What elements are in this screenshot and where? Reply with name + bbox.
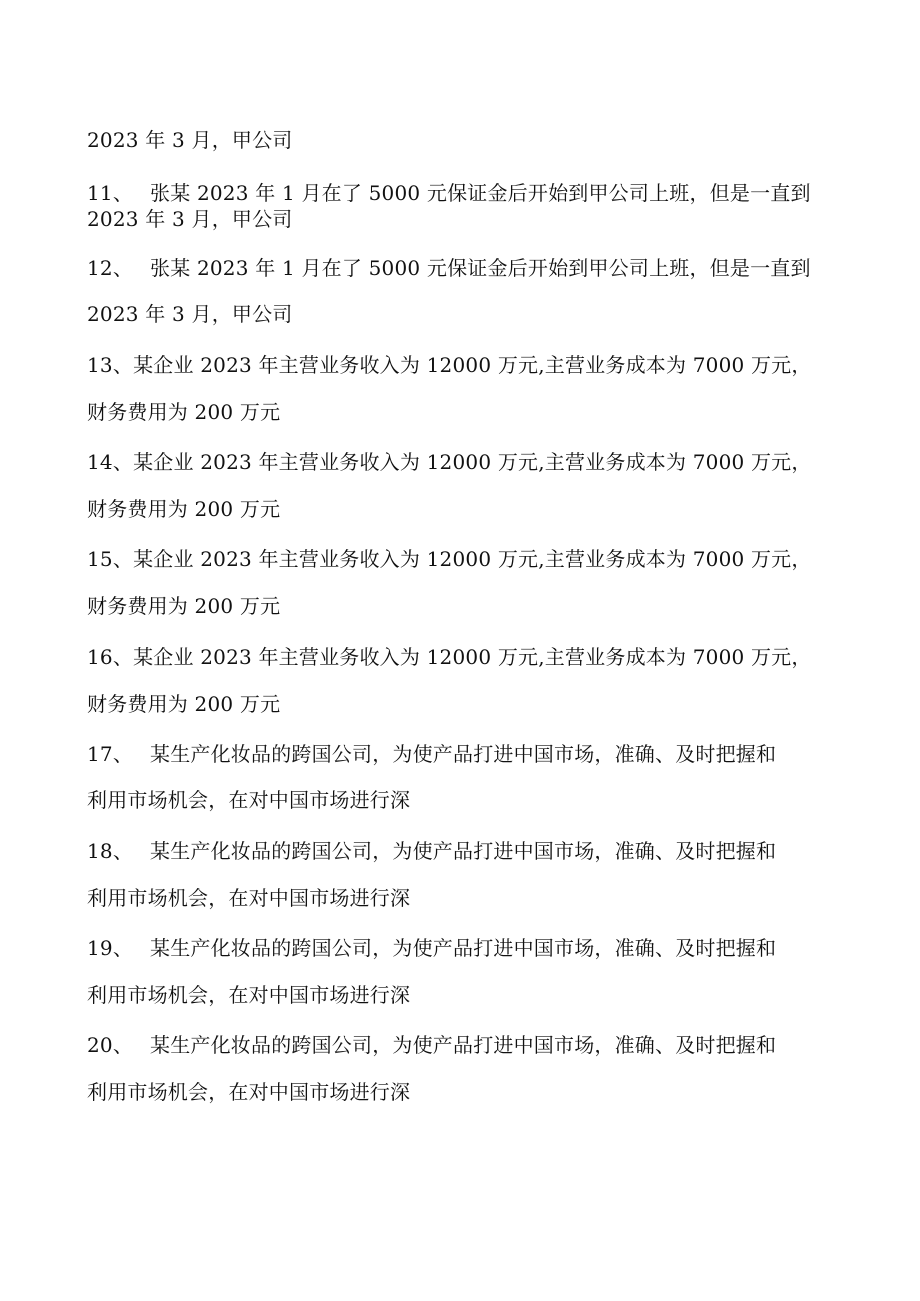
line-text: 某生产化妆品的跨国公司，为使产品打进中国市场，准确、及时把握和 — [150, 936, 777, 960]
line-text: 财务费用为 200 万元 — [87, 400, 281, 424]
list-item-13 — [87, 353, 812, 377]
text-line — [87, 497, 280, 521]
list-item-20 — [87, 1033, 776, 1057]
list-item-12 — [87, 256, 811, 280]
item-number: 14、 — [87, 450, 134, 474]
text-line — [87, 594, 280, 618]
line-text: 某生产化妆品的跨国公司，为使产品打进中国市场，准确、及时把握和 — [150, 1033, 777, 1057]
item-number: 16、 — [87, 645, 134, 669]
line-text: 2023 年 3 月，甲公司 — [87, 128, 293, 152]
list-item-14 — [87, 450, 812, 474]
line-text: 张某 2023 年 1 月在了 5000 元保证金后开始到甲公司上班，但是一直到 — [150, 181, 811, 205]
line-text: 某企业 2023 年主营业务收入为 12000 万元,主营业务成本为 7000 万元， — [133, 450, 812, 474]
text-line — [87, 1080, 410, 1104]
text-line — [87, 128, 293, 152]
text-line — [87, 886, 410, 910]
text-line — [87, 692, 280, 716]
text-line — [87, 302, 293, 326]
line-text: 利用市场机会，在对中国市场进行深 — [87, 1080, 411, 1104]
text-line — [87, 207, 293, 231]
line-text: 某企业 2023 年主营业务收入为 12000 万元,主营业务成本为 7000 万元， — [133, 547, 812, 571]
line-text: 利用市场机会，在对中国市场进行深 — [87, 788, 411, 812]
list-item-11 — [87, 181, 811, 205]
line-text: 某生产化妆品的跨国公司，为使产品打进中国市场，准确、及时把握和 — [150, 839, 777, 863]
text-line — [87, 983, 410, 1007]
list-item-18 — [87, 839, 776, 863]
line-text: 2023 年 3 月，甲公司 — [87, 302, 293, 326]
item-number: 12、 — [87, 256, 134, 280]
line-text: 2023 年 3 月，甲公司 — [87, 207, 293, 231]
list-item-15 — [87, 547, 812, 571]
item-number: 19、 — [87, 936, 134, 960]
line-text: 某企业 2023 年主营业务收入为 12000 万元,主营业务成本为 7000 万元， — [133, 353, 812, 377]
line-text: 利用市场机会，在对中国市场进行深 — [87, 886, 411, 910]
item-number: 17、 — [87, 742, 134, 766]
line-text: 张某 2023 年 1 月在了 5000 元保证金后开始到甲公司上班，但是一直到 — [150, 256, 811, 280]
item-number: 11、 — [87, 181, 134, 205]
line-text: 财务费用为 200 万元 — [87, 692, 281, 716]
item-number: 13、 — [87, 353, 134, 377]
list-item-17 — [87, 742, 776, 766]
list-item-16 — [87, 645, 812, 669]
line-text: 财务费用为 200 万元 — [87, 497, 281, 521]
line-text: 某企业 2023 年主营业务收入为 12000 万元,主营业务成本为 7000 万元， — [133, 645, 812, 669]
item-number: 20、 — [87, 1033, 134, 1057]
item-number: 18、 — [87, 839, 134, 863]
text-line — [87, 400, 280, 424]
text-line — [87, 788, 410, 812]
list-item-19 — [87, 936, 776, 960]
line-text: 财务费用为 200 万元 — [87, 594, 281, 618]
line-text: 某生产化妆品的跨国公司，为使产品打进中国市场，准确、及时把握和 — [150, 742, 777, 766]
line-text: 利用市场机会，在对中国市场进行深 — [87, 983, 411, 1007]
item-number: 15、 — [87, 547, 134, 571]
